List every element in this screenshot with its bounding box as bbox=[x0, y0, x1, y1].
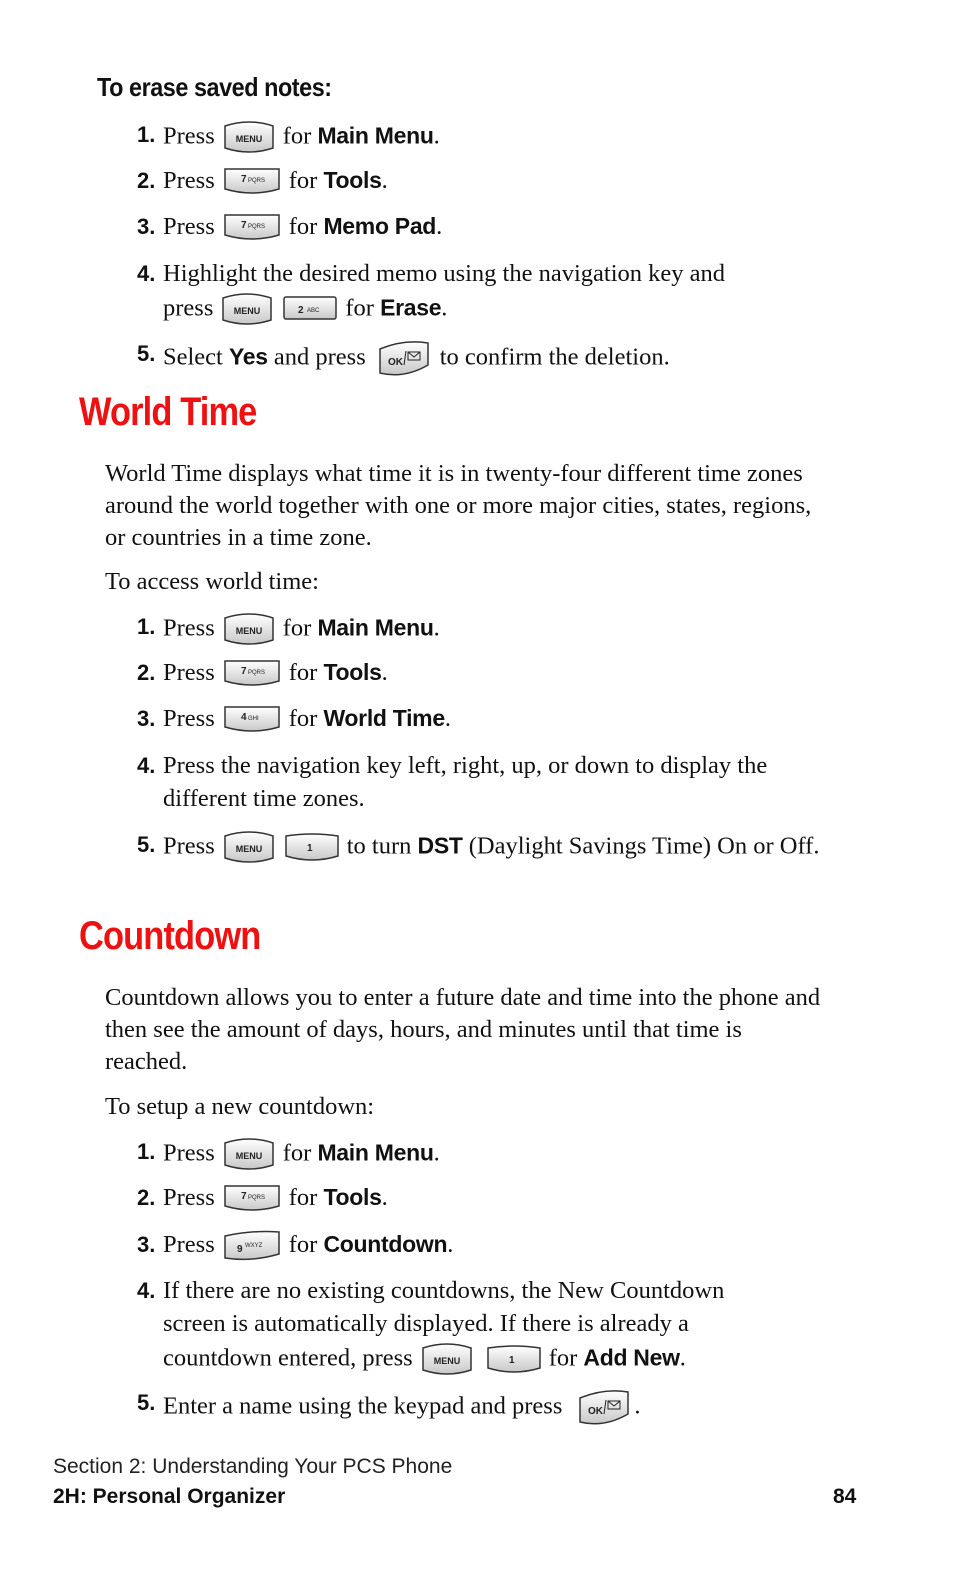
page-number: 84 bbox=[833, 1485, 857, 1508]
svg-text:PQRS: PQRS bbox=[247, 178, 265, 185]
key-7-pqrs-icon bbox=[221, 1182, 283, 1216]
key-1-icon bbox=[485, 1342, 543, 1378]
countdown-description: Countdown allows you to enter a future date and time into the phone and then see the amount of days, hours, and minutes until that time is reached. bbox=[105, 984, 821, 1075]
svg-text:PQRS: PQRS bbox=[247, 1195, 265, 1202]
menu-key-icon bbox=[419, 1340, 475, 1380]
key-7-pqrs-icon bbox=[221, 657, 283, 691]
ok-key-icon bbox=[574, 1386, 632, 1430]
menu-key-icon bbox=[221, 610, 277, 650]
key-1-icon bbox=[283, 830, 341, 866]
svg-text:7: 7 bbox=[240, 220, 247, 232]
svg-text:WXYZ: WXYZ bbox=[244, 1243, 263, 1250]
menu-key-icon bbox=[219, 290, 275, 330]
svg-text:ABC: ABC bbox=[307, 308, 320, 314]
svg-text:MENU: MENU bbox=[433, 1356, 460, 1366]
countdown-intro: To setup a new countdown: bbox=[105, 1093, 375, 1120]
svg-text:7: 7 bbox=[240, 666, 247, 678]
ok-key-icon bbox=[374, 337, 432, 381]
world-time-description: World Time displays what time it is in twenty-four different time zones around the world together with one or more major cities, states, regions, or countries in a time zone. bbox=[105, 460, 812, 551]
svg-text:OK: OK bbox=[387, 357, 403, 368]
svg-text:7: 7 bbox=[240, 1191, 247, 1203]
svg-text:MENU: MENU bbox=[235, 626, 262, 636]
svg-text:9: 9 bbox=[236, 1244, 243, 1256]
world-time-title: World Time bbox=[79, 390, 257, 434]
key-9-wxyz-icon bbox=[221, 1228, 283, 1264]
svg-text:PQRS: PQRS bbox=[247, 670, 265, 677]
svg-text:MENU: MENU bbox=[234, 306, 261, 316]
svg-text:PQRS: PQRS bbox=[247, 224, 265, 231]
svg-text:1: 1 bbox=[306, 843, 313, 854]
svg-text:1: 1 bbox=[508, 1355, 515, 1366]
svg-text:MENU: MENU bbox=[235, 134, 262, 144]
key-7-pqrs-icon bbox=[221, 165, 283, 199]
svg-text:OK: OK bbox=[588, 1406, 604, 1417]
erase-step-4: 4. Highlight the desired memo using the navigation key and press MENU 2 ABC for Erase. bbox=[137, 257, 827, 337]
footer-section: Section 2: Understanding Your PCS Phone bbox=[53, 1455, 453, 1478]
svg-text:2: 2 bbox=[298, 305, 304, 316]
svg-text:4: 4 bbox=[240, 712, 247, 724]
world-time-intro: To access world time: bbox=[105, 568, 319, 595]
countdown-title: Countdown bbox=[79, 914, 261, 958]
key-7-pqrs-icon bbox=[221, 211, 283, 245]
svg-text:MENU: MENU bbox=[235, 844, 262, 854]
svg-text:MENU: MENU bbox=[235, 1151, 262, 1161]
key-2-abc-icon bbox=[281, 293, 339, 327]
footer-chapter: 2H: Personal Organizer bbox=[53, 1485, 286, 1508]
key-4-ghi-icon bbox=[221, 703, 283, 737]
menu-key-icon bbox=[221, 1135, 277, 1175]
svg-text:7: 7 bbox=[240, 174, 247, 186]
svg-text:GHI: GHI bbox=[247, 716, 259, 723]
erase-notes-heading: To erase saved notes: bbox=[97, 72, 332, 102]
menu-key-icon bbox=[221, 118, 277, 158]
menu-key-icon bbox=[221, 828, 277, 868]
